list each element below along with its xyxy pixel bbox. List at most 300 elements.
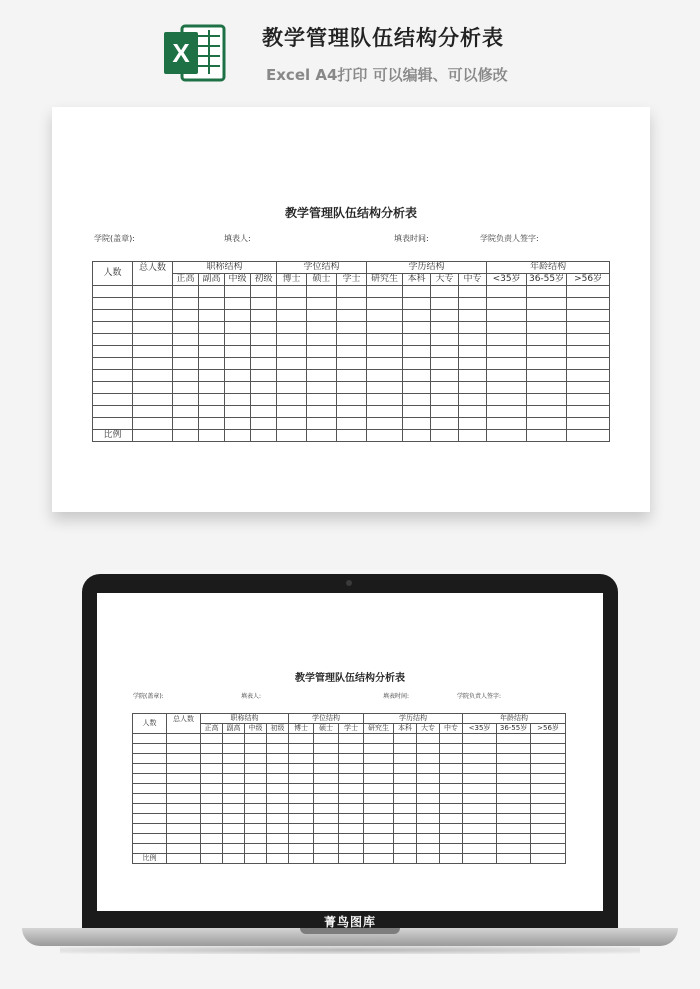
screen-table-cell[interactable] <box>339 814 364 824</box>
table-cell[interactable] <box>307 346 337 358</box>
table-cell[interactable] <box>431 334 459 346</box>
screen-table-cell[interactable] <box>531 824 566 834</box>
screen-table-cell[interactable] <box>339 764 364 774</box>
table-cell[interactable] <box>337 334 367 346</box>
table-cell[interactable] <box>527 430 567 442</box>
screen-table-cell[interactable] <box>339 754 364 764</box>
table-cell[interactable] <box>225 406 251 418</box>
table-cell[interactable] <box>225 394 251 406</box>
table-cell[interactable] <box>173 298 199 310</box>
screen-table-cell[interactable] <box>245 794 267 804</box>
screen-table-cell[interactable] <box>201 794 223 804</box>
screen-table-cell[interactable] <box>314 804 339 814</box>
table-cell[interactable] <box>133 370 173 382</box>
table-cell[interactable] <box>307 370 337 382</box>
screen-table-cell[interactable] <box>267 774 289 784</box>
screen-table-cell[interactable] <box>133 784 167 794</box>
screen-table-cell[interactable] <box>394 854 417 864</box>
screen-table-cell[interactable] <box>314 794 339 804</box>
table-cell[interactable] <box>277 298 307 310</box>
screen-table-cell[interactable] <box>531 804 566 814</box>
table-cell[interactable] <box>277 358 307 370</box>
table-cell[interactable] <box>567 322 610 334</box>
screen-table-cell[interactable] <box>289 764 314 774</box>
screen-table-cell[interactable] <box>201 854 223 864</box>
screen-table-cell[interactable] <box>394 804 417 814</box>
screen-table-cell[interactable] <box>417 744 440 754</box>
table-cell[interactable] <box>251 322 277 334</box>
screen-table-cell[interactable] <box>364 804 394 814</box>
table-cell[interactable] <box>567 334 610 346</box>
screen-table-cell[interactable] <box>223 824 245 834</box>
screen-table-cell[interactable] <box>417 814 440 824</box>
table-cell[interactable] <box>367 334 403 346</box>
table-cell[interactable] <box>567 430 610 442</box>
screen-table-cell[interactable] <box>201 734 223 744</box>
screen-table-cell[interactable] <box>364 734 394 744</box>
table-cell[interactable] <box>527 394 567 406</box>
screen-table-cell[interactable] <box>497 784 531 794</box>
table-cell[interactable] <box>337 382 367 394</box>
screen-table-cell[interactable] <box>314 774 339 784</box>
table-cell[interactable] <box>459 298 487 310</box>
screen-table-cell[interactable] <box>223 734 245 744</box>
table-cell[interactable] <box>93 322 133 334</box>
table-cell[interactable] <box>567 358 610 370</box>
screen-table-cell[interactable] <box>463 824 497 834</box>
screen-table-cell[interactable] <box>314 734 339 744</box>
screen-table-cell[interactable] <box>289 834 314 844</box>
screen-table-cell[interactable] <box>440 754 463 764</box>
screen-table-cell[interactable] <box>497 814 531 824</box>
table-cell[interactable] <box>251 406 277 418</box>
screen-table-cell[interactable] <box>133 834 167 844</box>
table-cell[interactable] <box>403 418 431 430</box>
screen-table-cell[interactable] <box>531 734 566 744</box>
screen-table-cell[interactable] <box>531 854 566 864</box>
table-cell[interactable] <box>173 334 199 346</box>
table-cell[interactable] <box>567 370 610 382</box>
table-cell[interactable] <box>173 418 199 430</box>
table-cell[interactable] <box>225 334 251 346</box>
table-cell[interactable] <box>567 382 610 394</box>
screen-table-cell[interactable] <box>463 804 497 814</box>
screen-table-cell[interactable] <box>289 784 314 794</box>
screen-table-cell[interactable] <box>133 824 167 834</box>
table-cell[interactable] <box>307 430 337 442</box>
table-cell[interactable] <box>199 298 225 310</box>
screen-table-cell[interactable] <box>314 814 339 824</box>
table-cell[interactable] <box>459 322 487 334</box>
table-cell[interactable] <box>199 418 225 430</box>
table-cell[interactable] <box>251 286 277 298</box>
screen-table-cell[interactable] <box>267 834 289 844</box>
screen-table-cell[interactable] <box>267 794 289 804</box>
screen-table-cell[interactable] <box>463 814 497 824</box>
table-cell[interactable] <box>93 346 133 358</box>
table-cell[interactable] <box>133 286 173 298</box>
screen-table-cell[interactable] <box>289 744 314 754</box>
table-cell[interactable] <box>133 406 173 418</box>
screen-table-cell[interactable] <box>267 784 289 794</box>
table-cell[interactable] <box>199 406 225 418</box>
table-cell[interactable] <box>459 382 487 394</box>
table-cell[interactable] <box>277 346 307 358</box>
table-cell[interactable] <box>459 310 487 322</box>
screen-table-cell[interactable] <box>245 834 267 844</box>
screen-table-cell[interactable] <box>167 854 201 864</box>
table-cell[interactable] <box>367 382 403 394</box>
table-cell[interactable] <box>431 322 459 334</box>
screen-table-cell[interactable] <box>201 824 223 834</box>
table-cell[interactable] <box>93 406 133 418</box>
screen-table-cell[interactable] <box>364 794 394 804</box>
table-cell[interactable] <box>527 310 567 322</box>
table-cell[interactable] <box>459 418 487 430</box>
table-cell[interactable] <box>367 358 403 370</box>
table-cell[interactable] <box>251 418 277 430</box>
table-cell[interactable] <box>133 418 173 430</box>
table-cell[interactable] <box>431 418 459 430</box>
table-cell[interactable] <box>225 370 251 382</box>
table-cell[interactable] <box>431 346 459 358</box>
table-cell[interactable] <box>487 430 527 442</box>
screen-table-cell[interactable] <box>245 754 267 764</box>
screen-table-cell[interactable] <box>267 804 289 814</box>
table-cell[interactable] <box>459 286 487 298</box>
screen-table-cell[interactable] <box>497 854 531 864</box>
screen-table-cell[interactable] <box>339 734 364 744</box>
screen-table-cell[interactable] <box>497 764 531 774</box>
screen-table-cell[interactable] <box>245 854 267 864</box>
table-cell[interactable] <box>93 298 133 310</box>
screen-table-cell[interactable] <box>223 784 245 794</box>
table-cell[interactable] <box>487 406 527 418</box>
table-cell[interactable] <box>337 346 367 358</box>
screen-table-cell[interactable] <box>201 744 223 754</box>
screen-table-cell[interactable] <box>267 844 289 854</box>
screen-table-cell[interactable] <box>440 764 463 774</box>
table-cell[interactable] <box>367 406 403 418</box>
screen-table-cell[interactable] <box>497 774 531 784</box>
screen-table-cell[interactable] <box>440 834 463 844</box>
table-cell[interactable] <box>527 286 567 298</box>
table-cell[interactable] <box>307 406 337 418</box>
screen-table-cell[interactable] <box>245 764 267 774</box>
screen-table-cell[interactable] <box>463 794 497 804</box>
screen-table-cell[interactable] <box>201 784 223 794</box>
table-cell[interactable] <box>251 394 277 406</box>
table-cell[interactable] <box>199 322 225 334</box>
screen-table-cell[interactable] <box>394 824 417 834</box>
screen-table-cell[interactable] <box>394 764 417 774</box>
screen-table-cell[interactable] <box>531 784 566 794</box>
table-cell[interactable] <box>403 334 431 346</box>
table-cell[interactable] <box>431 358 459 370</box>
table-cell[interactable] <box>403 286 431 298</box>
table-cell[interactable] <box>173 286 199 298</box>
screen-table-cell[interactable] <box>440 784 463 794</box>
screen-table-cell[interactable] <box>267 764 289 774</box>
table-cell[interactable] <box>277 418 307 430</box>
table-cell[interactable] <box>337 406 367 418</box>
table-cell[interactable] <box>527 334 567 346</box>
screen-table-cell[interactable] <box>417 734 440 744</box>
screen-table-cell[interactable] <box>339 804 364 814</box>
screen-table-cell[interactable] <box>201 804 223 814</box>
table-cell[interactable] <box>225 346 251 358</box>
screen-table-cell[interactable] <box>314 784 339 794</box>
screen-table-cell[interactable] <box>167 844 201 854</box>
screen-table-cell[interactable] <box>223 754 245 764</box>
screen-table-cell[interactable] <box>497 844 531 854</box>
table-cell[interactable] <box>337 394 367 406</box>
screen-table-cell[interactable] <box>497 734 531 744</box>
table-cell[interactable] <box>527 298 567 310</box>
screen-table-cell[interactable] <box>245 744 267 754</box>
table-cell[interactable] <box>367 346 403 358</box>
table-cell[interactable] <box>337 358 367 370</box>
table-cell[interactable] <box>403 370 431 382</box>
table-cell[interactable] <box>173 406 199 418</box>
table-cell[interactable] <box>459 394 487 406</box>
table-cell[interactable] <box>431 394 459 406</box>
table-cell[interactable] <box>225 298 251 310</box>
table-cell[interactable] <box>173 310 199 322</box>
screen-table-cell[interactable] <box>267 854 289 864</box>
table-cell[interactable] <box>367 298 403 310</box>
table-cell[interactable] <box>225 382 251 394</box>
table-cell[interactable] <box>307 418 337 430</box>
table-cell[interactable] <box>93 358 133 370</box>
screen-table-cell[interactable] <box>314 754 339 764</box>
screen-table-cell[interactable] <box>289 804 314 814</box>
table-cell[interactable] <box>251 430 277 442</box>
table-cell[interactable] <box>403 298 431 310</box>
table-cell[interactable] <box>403 406 431 418</box>
screen-table-cell[interactable] <box>314 834 339 844</box>
table-cell[interactable] <box>251 298 277 310</box>
table-cell[interactable] <box>487 334 527 346</box>
table-cell[interactable] <box>133 358 173 370</box>
table-cell[interactable] <box>567 310 610 322</box>
table-cell[interactable] <box>93 370 133 382</box>
screen-table-cell[interactable] <box>245 804 267 814</box>
table-cell[interactable] <box>567 418 610 430</box>
table-cell[interactable] <box>567 346 610 358</box>
table-cell[interactable] <box>337 322 367 334</box>
screen-table-cell[interactable] <box>133 764 167 774</box>
screen-table-cell[interactable] <box>497 804 531 814</box>
screen-table-cell[interactable] <box>417 754 440 764</box>
table-cell[interactable] <box>487 370 527 382</box>
screen-table-cell[interactable] <box>440 844 463 854</box>
screen-table-cell[interactable] <box>394 814 417 824</box>
screen-table-cell[interactable] <box>463 764 497 774</box>
table-cell[interactable] <box>277 286 307 298</box>
screen-table-cell[interactable] <box>245 734 267 744</box>
table-cell[interactable] <box>337 418 367 430</box>
table-cell[interactable] <box>173 370 199 382</box>
table-cell[interactable] <box>527 418 567 430</box>
screen-table-cell[interactable] <box>289 824 314 834</box>
screen-table-cell[interactable] <box>289 754 314 764</box>
screen-table-cell[interactable] <box>364 824 394 834</box>
table-cell[interactable] <box>403 394 431 406</box>
table-cell[interactable] <box>431 310 459 322</box>
table-cell[interactable] <box>459 370 487 382</box>
table-cell[interactable] <box>251 334 277 346</box>
screen-table-cell[interactable] <box>440 794 463 804</box>
screen-table-cell[interactable] <box>417 764 440 774</box>
table-cell[interactable] <box>403 310 431 322</box>
screen-table-cell[interactable] <box>339 794 364 804</box>
screen-table-cell[interactable] <box>417 784 440 794</box>
screen-table-cell[interactable] <box>223 804 245 814</box>
table-cell[interactable] <box>199 334 225 346</box>
table-cell[interactable] <box>277 310 307 322</box>
screen-table-cell[interactable] <box>167 764 201 774</box>
table-cell[interactable] <box>567 298 610 310</box>
screen-table-cell[interactable] <box>531 814 566 824</box>
table-cell[interactable] <box>277 334 307 346</box>
screen-table-cell[interactable] <box>531 744 566 754</box>
screen-table-cell[interactable] <box>201 834 223 844</box>
table-cell[interactable] <box>173 394 199 406</box>
table-cell[interactable] <box>93 286 133 298</box>
table-cell[interactable] <box>527 322 567 334</box>
screen-table-cell[interactable] <box>267 814 289 824</box>
table-cell[interactable] <box>133 394 173 406</box>
screen-table-cell[interactable] <box>223 744 245 754</box>
table-cell[interactable] <box>403 322 431 334</box>
table-cell[interactable] <box>487 310 527 322</box>
screen-table-cell[interactable] <box>223 764 245 774</box>
screen-table-cell[interactable] <box>394 834 417 844</box>
screen-table-cell[interactable] <box>245 784 267 794</box>
table-cell[interactable] <box>251 310 277 322</box>
screen-table-cell[interactable] <box>289 854 314 864</box>
screen-table-cell[interactable] <box>497 754 531 764</box>
table-cell[interactable] <box>307 322 337 334</box>
screen-table-cell[interactable] <box>167 734 201 744</box>
table-cell[interactable] <box>133 430 173 442</box>
screen-table-cell[interactable] <box>463 784 497 794</box>
screen-table-cell[interactable] <box>289 844 314 854</box>
table-cell[interactable] <box>527 346 567 358</box>
table-cell[interactable] <box>459 346 487 358</box>
table-cell[interactable] <box>93 310 133 322</box>
table-cell[interactable] <box>277 394 307 406</box>
screen-table-cell[interactable] <box>245 774 267 784</box>
table-cell[interactable] <box>337 310 367 322</box>
table-cell[interactable] <box>277 406 307 418</box>
screen-table-cell[interactable] <box>267 754 289 764</box>
screen-table-cell[interactable] <box>133 744 167 754</box>
table-cell[interactable] <box>173 430 199 442</box>
table-cell[interactable] <box>307 286 337 298</box>
table-cell[interactable] <box>403 346 431 358</box>
screen-table-cell[interactable] <box>531 764 566 774</box>
table-cell[interactable] <box>133 298 173 310</box>
table-cell[interactable] <box>133 310 173 322</box>
table-cell[interactable] <box>199 370 225 382</box>
table-cell[interactable] <box>133 322 173 334</box>
screen-table-cell[interactable] <box>440 804 463 814</box>
table-cell[interactable] <box>367 322 403 334</box>
table-cell[interactable] <box>431 286 459 298</box>
screen-table-cell[interactable] <box>463 744 497 754</box>
screen-table-cell[interactable] <box>364 754 394 764</box>
table-cell[interactable] <box>277 382 307 394</box>
table-cell[interactable] <box>403 382 431 394</box>
screen-table-cell[interactable] <box>417 794 440 804</box>
table-cell[interactable] <box>459 430 487 442</box>
table-cell[interactable] <box>431 430 459 442</box>
screen-table-cell[interactable] <box>497 744 531 754</box>
screen-table-cell[interactable] <box>394 774 417 784</box>
screen-table-cell[interactable] <box>167 754 201 764</box>
table-cell[interactable] <box>431 298 459 310</box>
table-cell[interactable] <box>251 370 277 382</box>
table-cell[interactable] <box>337 286 367 298</box>
screen-table-cell[interactable] <box>133 754 167 764</box>
screen-table-cell[interactable] <box>364 764 394 774</box>
screen-table-cell[interactable] <box>531 774 566 784</box>
screen-table-cell[interactable] <box>245 824 267 834</box>
table-cell[interactable] <box>133 334 173 346</box>
screen-table-cell[interactable] <box>339 824 364 834</box>
screen-table-cell[interactable] <box>394 744 417 754</box>
screen-table-cell[interactable] <box>339 854 364 864</box>
table-cell[interactable] <box>567 406 610 418</box>
screen-table-cell[interactable] <box>394 844 417 854</box>
screen-table-cell[interactable] <box>289 794 314 804</box>
table-cell[interactable] <box>337 298 367 310</box>
screen-table-cell[interactable] <box>364 784 394 794</box>
screen-table-cell[interactable] <box>314 844 339 854</box>
table-cell[interactable] <box>277 322 307 334</box>
screen-table-cell[interactable] <box>531 754 566 764</box>
screen-table-cell[interactable] <box>167 834 201 844</box>
table-cell[interactable] <box>199 358 225 370</box>
screen-table-cell[interactable] <box>394 784 417 794</box>
table-cell[interactable] <box>487 322 527 334</box>
table-cell[interactable] <box>199 394 225 406</box>
table-cell[interactable] <box>199 430 225 442</box>
screen-table-cell[interactable] <box>417 834 440 844</box>
table-cell[interactable] <box>367 310 403 322</box>
screen-table-cell[interactable] <box>497 834 531 844</box>
table-cell[interactable] <box>527 370 567 382</box>
screen-table-cell[interactable] <box>223 774 245 784</box>
table-cell[interactable] <box>225 286 251 298</box>
screen-table-cell[interactable] <box>463 844 497 854</box>
screen-table-cell[interactable] <box>339 844 364 854</box>
screen-table-cell[interactable] <box>314 854 339 864</box>
screen-table-cell[interactable] <box>133 814 167 824</box>
table-cell[interactable] <box>487 382 527 394</box>
screen-table-cell[interactable] <box>531 794 566 804</box>
screen-table-cell[interactable] <box>364 854 394 864</box>
screen-table-cell[interactable] <box>417 844 440 854</box>
table-cell[interactable] <box>133 346 173 358</box>
screen-table-cell[interactable] <box>463 734 497 744</box>
table-cell[interactable] <box>487 358 527 370</box>
table-cell[interactable] <box>225 358 251 370</box>
table-cell[interactable] <box>459 358 487 370</box>
screen-table-cell[interactable] <box>223 844 245 854</box>
